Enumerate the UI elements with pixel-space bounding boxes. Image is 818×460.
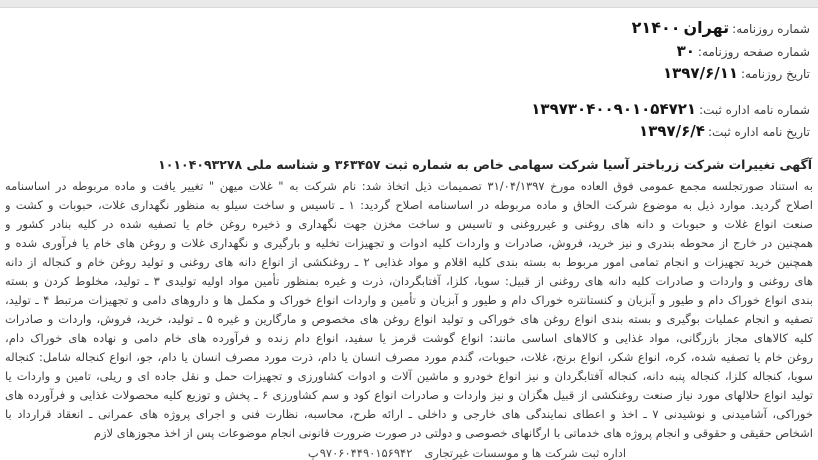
- newspaper-number-row: [0, 16, 810, 41]
- body-line: به استناد صورتجلسه مجمع عمومی فوق العاده مورخ ۳۱/۰۴/۱۳۹۷ تصمیمات ذیل اتخاذ شد: نام شرکت به " غلات میهن " تغییر یافت و ماده مربوطه در اساسنامه: [5, 179, 813, 193]
- registry-letter-date-value: ۱۳۹۷/۶/۴: [639, 122, 705, 140]
- body-line: اشخاص حقیقی و حقوقی و انجام پروژه های خدماتی با ارگانهای خصوصی و دولتی در صورت ضرورت قانونی انجام موضوعات پس از اخذ مجوزهای لازم: [93, 426, 813, 440]
- notice-title: آگهی تغییرات شرکت زرباختر آسیا شرکت سهامی خاص به شماره ثبت ۳۶۳۴۵۷ و شناسه ملی ۱۰۱۰۴۰۹۳۲۷۸: [158, 157, 812, 172]
- body-line: بندی انواع خوراک دام و طیور و آبزیان و کنستانتره خوراک دام و طیور و آبزیان و تأمین و واردات انواع خوراک و مکمل ها و داروهای دامی و تجهیزات مرتبط ۴ ـ تولید،: [5, 293, 813, 307]
- registry-office-name: اداره ثبت شرکت ها و موسسات غیرتجاری: [424, 446, 627, 460]
- registry-letter-number-label: شماره نامه اداره ثبت:: [699, 103, 810, 117]
- body-line: روغن خام یا تصفیه شده، کره، انواع شکر، انواع برنج، غلات، حبوبات، گندم مورد مصرف انسان یا دام، ذرت مورد مصرف انسان یا دام، جو، انواع کنجاله شامل: کنجاله: [5, 350, 813, 364]
- newspaper-page-value: ۳۰: [676, 42, 695, 60]
- newspaper-city: تهران: [683, 18, 730, 37]
- body-line: خوراکی، آشامیدنی و نوشیدنی ۷ ـ اخذ و اعطای نمایندگی های خارجی و داخلی ـ ارائه طرح، محاسبه، نظارت فنی و اجرای پروژه های عمرانی ـ انعقاد قرارداد با: [5, 407, 813, 421]
- registry-letter-number-value: ۱۳۹۷۳۰۴۰۰۹۰۱۰۵۴۷۲۱: [531, 100, 697, 118]
- tracking-prefix: پ: [307, 446, 319, 460]
- notice-footer-row: [58, 446, 818, 460]
- tracking-number: ۹۷۰۶۰۴۴۹۰۱۵۶۹۴۲: [319, 446, 413, 460]
- newspaper-page-row: [0, 41, 810, 63]
- registry-letter-date-label: تاریخ نامه اداره ثبت:: [707, 125, 810, 139]
- body-line: همچنین خرید تجهیزات و انجام تمامی امور مربوط به بسته بندی کلیه اقلام و مواد غذایی ۲ ـ روغنکشی از انواع دانه های روغنی و تولید روغن خام و کنجاله از دانه: [5, 255, 813, 269]
- newspaper-number-value: ۲۱۴۰۰: [631, 18, 681, 37]
- registry-letter-block: [0, 99, 810, 143]
- window-edge-strip: [0, 0, 818, 8]
- newspaper-page-label: شماره صفحه روزنامه:: [697, 45, 810, 59]
- registry-letter-number-row: [0, 99, 810, 121]
- body-line: تصفیه و انجام عملیات بوگیری و بسته بندی انواع روغن های خوراکی و تولید انواع روغن های مخصوص و مارگارین و غیره ۵ ـ تولید، خرید، فروش، واردات و صادرات: [5, 312, 813, 326]
- newspaper-date-label: تاریخ روزنامه:: [741, 67, 810, 81]
- newspaper-number-label: شماره روزنامه:: [732, 22, 810, 36]
- body-line: اصلاح گردید. موارد ذیل به موضوع شرکت الحاق و ماده مربوطه در اساسنامه اصلاح گردید: ۱ ـ تاسیس و ساخت سیلو به منظور نگهداری غلات، حبوبات و کشت و: [5, 198, 813, 212]
- body-line: همچنین در خارج از محوطه بندری و نیز خرید، فروش، صادرات و واردات کلیه ادوات و تجهیزات تخلیه و بارگیری و نگهداری غلات و روغن های خام یا فرآوری شده و: [5, 236, 813, 250]
- body-line: صنعت انواع غلات و حبوبات و دانه های روغنی و غیرروغنی و تاسیس و ساخت مخزن جهت نگهداری و ذخیره روغن خام یا تصفیه شده در کلیه بنادر کشور و: [5, 217, 813, 231]
- newspaper-date-row: [0, 63, 810, 85]
- notice-body: [0, 177, 818, 443]
- newspaper-date-value: ۱۳۹۷/۶/۱۱: [662, 64, 739, 82]
- notice-header-block: [0, 8, 818, 143]
- body-line: های روغنی و واردات و صادرات کلیه دانه های روغنی از قبیل: سویا، کلزا، آفتابگردان، ذرت و غیره بمنظور تأمین مواد اولیه تولیدی ۳ ـ تولید، مخلوط کردن و بسته: [5, 274, 813, 288]
- body-line: سویا، کنجاله کلزا، کنجاله پنبه دانه، کنجاله آفتابگردان و نیز انواع خودرو و ماشین آلات و ادوات کشاورزی و تجهیزات حمل و نقل جاده ای و ریلی، تامین و واردات یا: [5, 369, 813, 383]
- body-line: تولید انواع حلالهای مورد نیاز صنعت روغنکشی از قبیل هگزان و نیز واردات و صادرات انواع کود و سم کشاورزی ۶ ـ پخش و توزیع کلیه محصولات غذایی و فرآورده های: [5, 388, 813, 402]
- body-line: کلیه کالاهای مجاز بازرگانی، مواد غذایی و کالاهای اساسی مانند: انواع گوشت قرمز یا سفید، انواع دام زنده و فرآورده های خام دامی و نهاده های خوراک دام،: [5, 331, 813, 345]
- registry-letter-date-row: [0, 121, 810, 143]
